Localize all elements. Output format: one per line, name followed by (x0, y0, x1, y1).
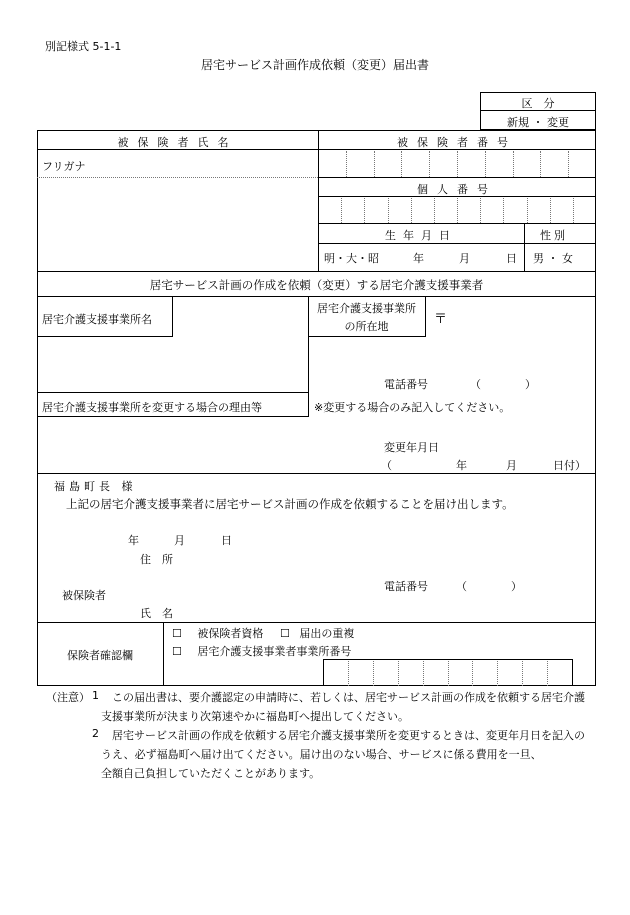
digit-cell-divider (472, 661, 473, 686)
gender-header: 性別 (540, 229, 568, 242)
notes-label: （注意） (46, 691, 90, 704)
individual-number-header: 個人番号 (417, 183, 497, 196)
digit-cell-divider (346, 151, 347, 177)
digit-cell-divider (497, 661, 498, 686)
name-input-area[interactable] (38, 178, 317, 270)
provider-address-label-1: 居宅介護支援事業所 (317, 302, 416, 315)
change-date-month-unit: 月 (506, 459, 517, 472)
change-date-year-unit: 年 (456, 459, 467, 472)
digit-cell-divider (373, 661, 374, 686)
digit-cell-divider (401, 151, 402, 177)
insured-number-header: 被保険者番号 (397, 136, 517, 149)
provider-section-title: 居宅サービス計画の作成を依頼（変更）する居宅介護支援事業者 (149, 278, 484, 292)
change-date-label: 変更年月日 (384, 441, 439, 454)
checkbox-provider-number-label: 居宅介護支援事業者事業所番号 (197, 645, 352, 658)
provider-phone-parens[interactable]: （ ） (470, 378, 536, 391)
insured-phone-label: 電話番号 (384, 580, 428, 593)
birth-month-unit: 月 (459, 252, 470, 265)
digit-cell-divider (423, 661, 424, 686)
category-options[interactable]: 新規 ・ 変更 (507, 116, 569, 129)
checkbox-icon[interactable]: ☐ (172, 627, 182, 640)
digit-cell-divider (547, 661, 548, 686)
birthdate-header: 生年月日 (385, 229, 457, 242)
digit-cell-divider (457, 151, 458, 177)
name-label: 氏 名 (140, 607, 173, 620)
digit-cell-divider (434, 198, 435, 223)
digit-cell-divider (411, 198, 412, 223)
note-1-line-2: 支援事業所が決まり次第速やかに福島町へ提出してください。 (101, 710, 409, 723)
checkbox-icon[interactable]: ☐ (280, 627, 290, 640)
note-2-line-3: 全額自己負担していただくことがあります。 (101, 767, 321, 780)
form-number: 別記様式 5-1-1 (45, 40, 122, 53)
digit-cell-divider (485, 151, 486, 177)
provider-name-label: 居宅介護支援事業所名 (42, 313, 152, 326)
digit-cell-divider (573, 198, 574, 223)
checkbox-provider-number[interactable] (172, 643, 351, 659)
note-2-line-1: 居宅サービス計画の作成を依頼する居宅介護支援事業所を変更するときは、変更年月日を記入の (112, 729, 585, 742)
insured-phone-parens[interactable]: （ ） (456, 580, 522, 593)
furigana-label: フリガナ (42, 160, 86, 173)
checkbox-qualification-label: 被保険者資格 (197, 627, 264, 640)
declaration-text: 上記の居宅介護支援事業者に居宅サービス計画の作成を依頼することを届け出します。 (66, 497, 514, 511)
insured-label: 被保険者 (62, 589, 106, 602)
provider-address-label-2: の所在地 (344, 320, 389, 333)
digit-cell-divider (480, 198, 481, 223)
declaration-day-unit: 日 (221, 534, 232, 547)
postal-mark: 〒 (434, 312, 448, 327)
page-title: 居宅サービス計画作成依頼（変更）届出書 (200, 58, 429, 72)
era-options[interactable]: 明・大・昭 (324, 252, 379, 265)
digit-cell-divider (457, 198, 458, 223)
declaration-month-unit: 月 (174, 534, 185, 547)
provider-address-input[interactable] (309, 337, 595, 391)
checkbox-qualification[interactable] (172, 625, 263, 641)
change-reason-label: 居宅介護支援事業所を変更する場合の理由等 (42, 401, 262, 414)
checkbox-duplicate[interactable] (280, 625, 354, 641)
digit-cell-divider (388, 198, 389, 223)
change-reason-note: ※変更する場合のみ記入してください。 (314, 401, 511, 414)
digit-cell-divider (503, 198, 504, 223)
note-1-line-1: この届出書は、要介護認定の申請時に、若しくは、居宅サービス計画の作成を依頼する居宅介護 (112, 691, 585, 704)
note-2-number: 2 (92, 727, 99, 740)
checkbox-duplicate-label: 届出の重複 (299, 627, 355, 640)
insured-name-header: 被保険者氏名 (117, 136, 238, 149)
birth-year-unit: 年 (413, 252, 424, 265)
birth-day-unit: 日 (506, 252, 517, 265)
digit-cell-divider (448, 661, 449, 686)
digit-cell-divider (527, 198, 528, 223)
address-label: 住 所 (140, 553, 173, 566)
digit-cell-divider (364, 198, 365, 223)
digit-cell-divider (341, 198, 342, 223)
digit-cell-divider (374, 151, 375, 177)
declaration-year-unit: 年 (128, 534, 139, 547)
digit-cell-divider (522, 661, 523, 686)
provider-phone-label: 電話番号 (384, 378, 428, 391)
digit-cell-divider (568, 151, 569, 177)
digit-cell-divider (429, 151, 430, 177)
change-date-day-unit: 日付） (553, 459, 586, 472)
digit-cell-divider (550, 198, 551, 223)
provider-name-input[interactable] (173, 297, 307, 335)
addressee: 福島町長 様 (54, 480, 137, 493)
category-label: 区 分 (521, 97, 555, 110)
note-2-line-2: うえ、必ず福島町へ届け出てください。届け出のない場合、サービスに係る費用を一旦、 (101, 748, 542, 761)
digit-cell-divider (513, 151, 514, 177)
digit-cell-divider (348, 661, 349, 686)
insurer-confirm-label: 保険者確認欄 (67, 649, 133, 662)
note-1-number: 1 (92, 689, 99, 702)
checkbox-icon[interactable]: ☐ (172, 645, 182, 658)
change-date-open: （ (381, 459, 392, 472)
digit-cell-divider (540, 151, 541, 177)
gender-options[interactable]: 男 ・ 女 (533, 252, 573, 265)
digit-cell-divider (398, 661, 399, 686)
